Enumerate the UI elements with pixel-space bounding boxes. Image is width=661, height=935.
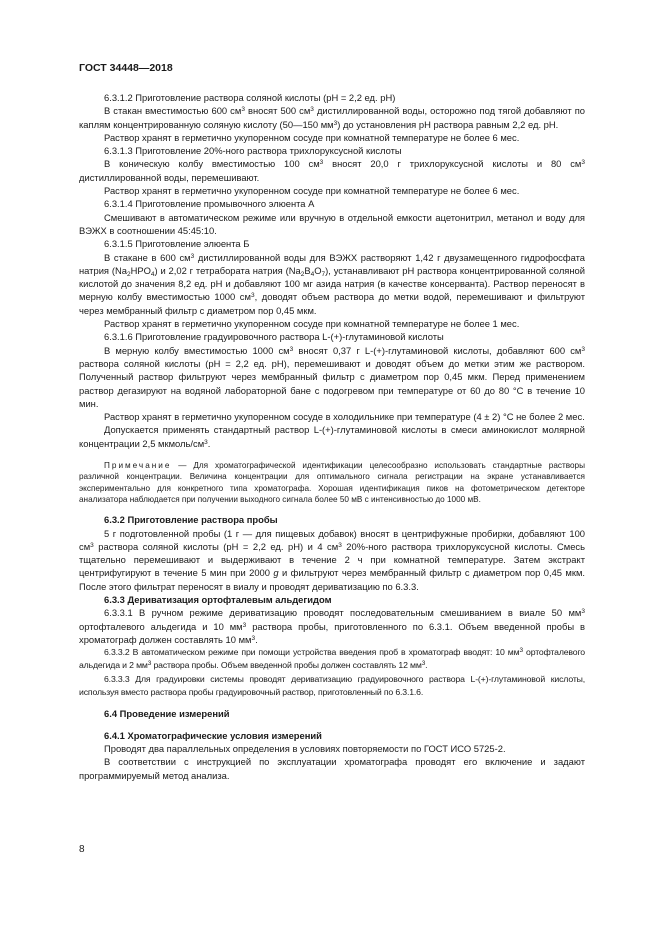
section-6-4-1-heading: 6.4.1 Хроматографические условия измерений (104, 729, 322, 741)
paragraph-6-3-1-4-title: 6.3.1.4 Приготовление промывочного элюента А (104, 198, 315, 210)
paragraph-6-3-1-2-title: 6.3.1.2 Приготовление раствора соляной кислоты (рН = 2,2 ед. рН) (104, 92, 396, 103)
paragraph: В стакан вместимостью 600 $см^3$ вносят 500 $см^3$ дистиллированной воды, осторожно под тягой добавляют по каплям концентрированную соляную кислоту (50—150 $мм^3$) до установления рН раствора равным 2,2 ед. рН. (79, 105, 585, 130)
paragraph-6-3-1-5-title: 6.3.1.5 Приготовление элюента Б (104, 238, 250, 250)
paragraph: Раствор хранят в герметично укупоренном сосуде при комнатной температуре не более 6 мес. (104, 131, 520, 143)
paragraph: 6.3.3.1 В ручном режиме дериватизацию проводят последовательным смешиванием в виале 50 $мм^3$ ортофталевого альдегида и 10 $мм^3$ раствора пробы, приготовленного по 6.3.1. Объем введенной пробы в хроматограф должен составлять 10 $мм^3$. (79, 607, 585, 645)
paragraph: В соответствии с инструкцией по эксплуатации хроматографа проводят его включение и задают программируемый метод анализа. (79, 756, 585, 781)
section-6-3-2-heading: 6.3.2 Приготовление раствора пробы (104, 514, 278, 526)
note-label: Примечание (104, 461, 172, 471)
paragraph: Смешивают в автоматическом режиме или вручную в отдельной емкости ацетонитрил, метанол и воду для ВЭЖХ в соотношении 45:45:10. (79, 211, 585, 236)
paragraph-6-3-1-6-title: 6.3.1.6 Приготовление градуировочного раствора L-(+)-глутаминовой кислоты (104, 331, 444, 343)
standard-header: ГОСТ 34448—2018 (79, 62, 173, 74)
paragraph: Раствор хранят в герметично укупоренном сосуде при комнатной температуре не более 1 мес. (104, 318, 520, 330)
paragraph-6-3-1-3-title: 6.3.1.3 Приготовление 20%-ного раствора трихлоруксусной кислоты (104, 145, 402, 157)
paragraph: 5 г подготовленной пробы (1 г — для пищевых добавок) вносят в центрифужные пробирки, добавляют 100 $см^3$ раствора соляной кислоты (рН = 2,2 ед. рН) и 4 $см^3$ 20%-ного раствора трихлоруксусной кислоты. Смесь тщательно перемешивают и выдерживают в течение 2 ч при комнатной температуре. Затем экстракт центрифугируют в течение 5 мин при 2000 g и фильтруют через мембранный фильтр с диаметром пор 0,45 мкм. После этого фильтрат переносят в виалу и проводят дериватизацию по 6.3.3. (79, 527, 585, 592)
document-body (79, 91, 585, 782)
section-6-3-3-heading: 6.3.3 Дериватизация ортофталевым альдегидом (104, 593, 332, 605)
paragraph: Раствор хранят в герметично укупоренном сосуде в холодильнике при температуре (4 ± 2) °С не более 2 мес. (104, 411, 585, 423)
page-number: 8 (79, 844, 85, 855)
paragraph: В стакане в 600 $см^3$ дистиллированной воды для ВЭЖХ растворяют 1,42 г двузамещенного гидрофосфата натрия $(Na_2HPO_4)$ и 2,02 г тетрабората натрия $(Na_2B_4O_7)$, устанавливают рН раствора концентрированной соляной кислотой до значения 8,2 ед. рН и добавляют 100 мг азида натрия (в качестве консерванта). Раствор переносят в мерную колбу вместимостью 1000 $см^3$, доводят объем раствора до метки водой, перемешивают и фильтруют через мембранный фильтр с диаметром пор 0,45 мкм. (79, 251, 585, 316)
note-text: — Для хроматографической идентификации целесообразно использовать стандартные растворы различной концентрации. Величина концентрации для оптимального сигнала регистрации на экране устанавливается экспериментально для конкретного типа хроматографа. Хорошая идентификация пиков на фотометрическом детекторе анализатора наблюдается при получении выходного сигнала более 50 мВ с интенсивностью до 1000 мВ. (79, 461, 585, 504)
paragraph: Допускается применять стандартный раствор L-(+)-глутаминовой кислоты в смеси аминокислот молярной концентрации 2,5 мкмоль/$см^3$. (79, 424, 585, 449)
paragraph: 6.3.3.3 Для градуировки системы проводят дериватизацию градуировочного раствора L-(+)-глутаминовой кислоты, используя вместо раствора пробы градуировочный раствор, приготовленный по 6.3.1.6. (79, 673, 585, 698)
paragraph: Проводят два параллельных определения в условиях повторяемости по ГОСТ ИСО 5725-2. (104, 742, 506, 754)
section-6-4-heading: 6.4 Проведение измерений (104, 708, 230, 720)
paragraph: 6.3.3.2 В автоматическом режиме при помощи устройства введения проб в хроматограф вводят: 10 $мм^3$ ортофталевого альдегида и 2 $мм^3$ раствора пробы. Объем введенной пробы должен составлять 12 $мм^3$. (79, 647, 585, 671)
paragraph: В коническую колбу вместимостью 100 $см^3$ вносят 20,0 г трихлоруксусной кислоты и 80 $см^3$ дистиллированной воды, перемешивают. (79, 158, 585, 183)
paragraph: Раствор хранят в герметично укупоренном сосуде при комнатной температуре не более 6 мес. (104, 185, 520, 197)
paragraph: В мерную колбу вместимостью 1000 $см^3$ вносят 0,37 г L-(+)-глутаминовой кислоты, добавляют 600 $см^3$ раствора соляной кислоты (рН = 2,2 ед. рН), перемешивают и доводят объем до метки этим же раствором. Полученный раствор фильтруют через мембранный фильтр с диаметром пор 0,45 мкм. Перед применением раствор дегазируют на водяной лабораторной бане с подогревом при температуре от 60 до 80 °С в течение 10 мин. (79, 344, 585, 409)
note (79, 460, 585, 505)
